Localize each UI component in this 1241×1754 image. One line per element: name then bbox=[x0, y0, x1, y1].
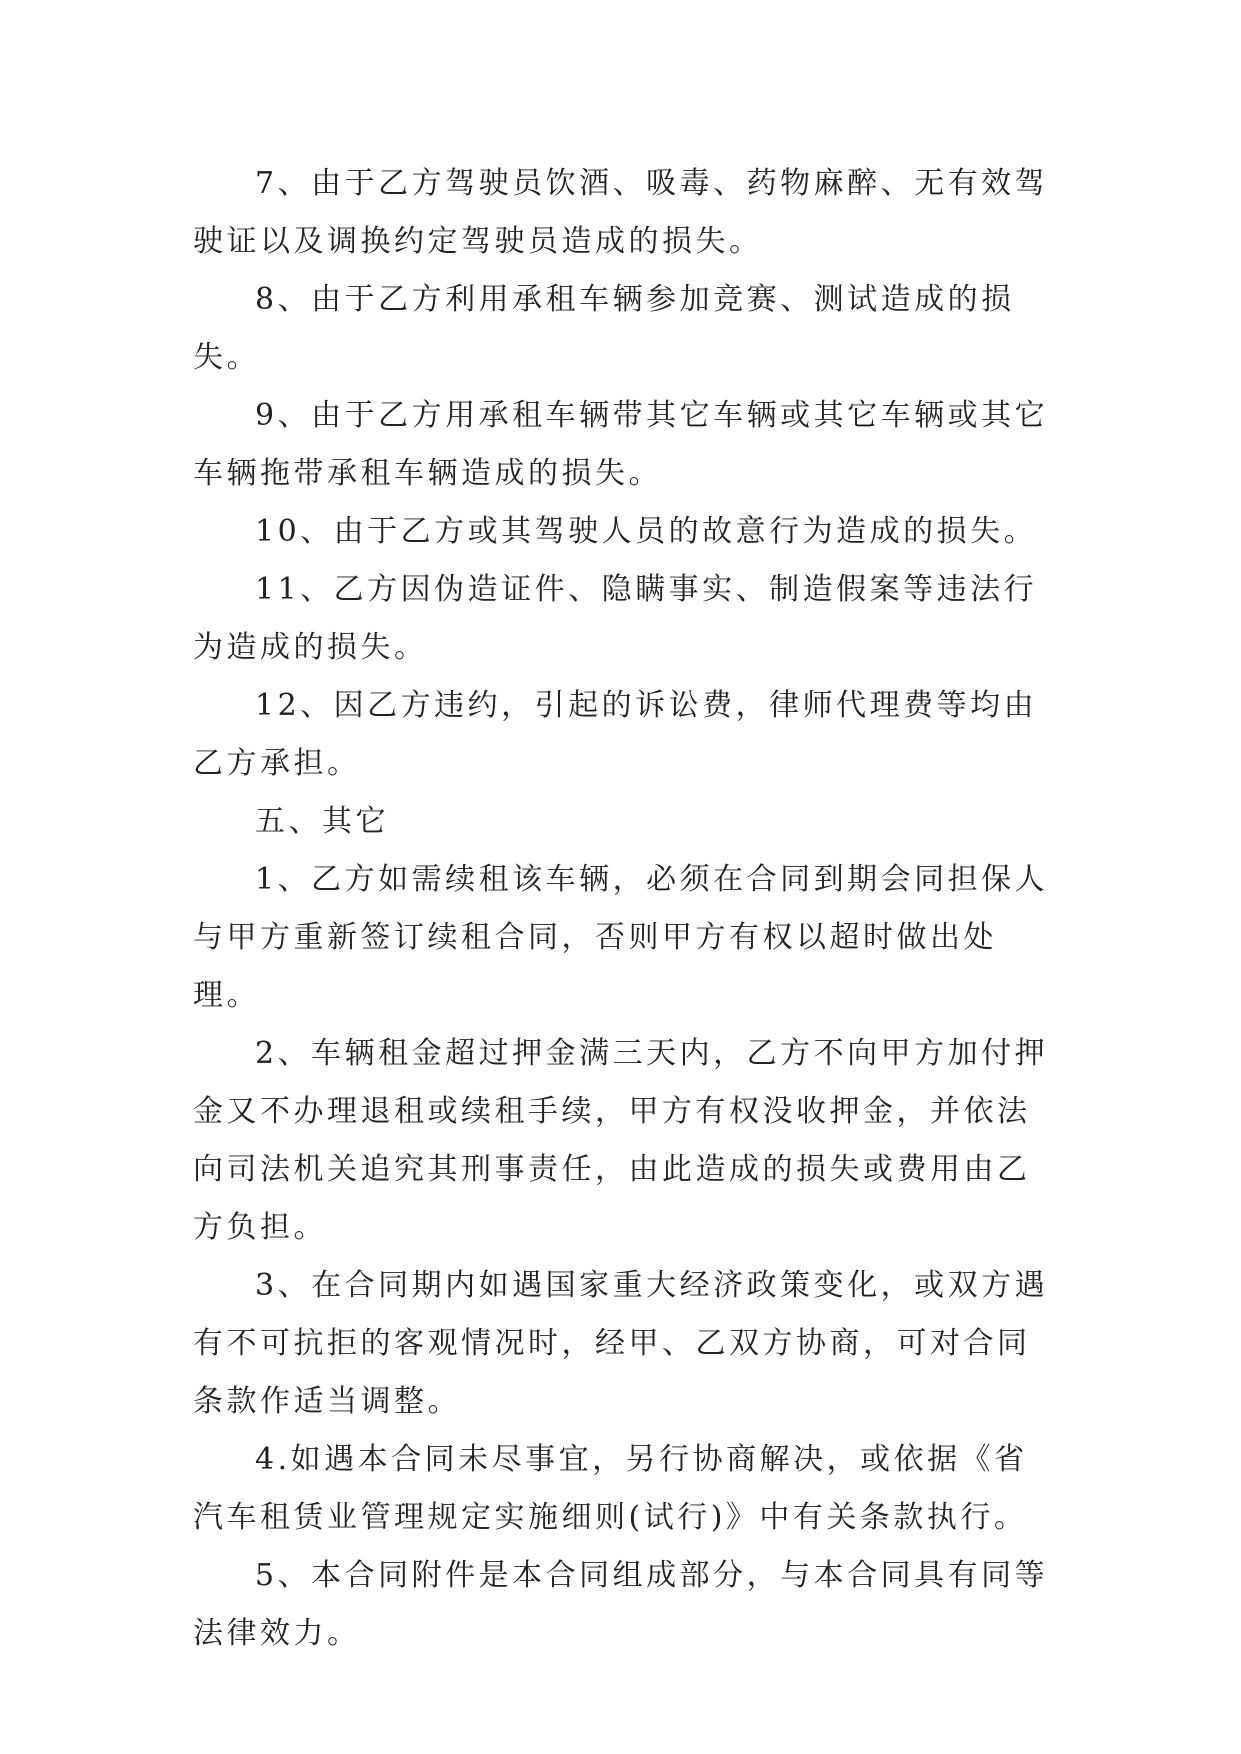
other-clause-3: 3、在合同期内如遇国家重大经济政策变化，或双方遇有不可抗拒的客观情况时，经甲、乙双方协商，可对合同条款作适当调整。 bbox=[193, 1268, 1049, 1419]
other-clause-1: 1、乙方如需续租该车辆，必须在合同到期会同担保人与甲方重新签订续租合同，否则甲方有权以超时做出处理。 bbox=[193, 862, 1049, 1013]
clause-11: 11、乙方因伪造证件、隐瞒事实、制造假案等违法行为造成的损失。 bbox=[193, 572, 1038, 665]
clause-7: 7、由于乙方驾驶员饮酒、吸毒、药物麻醉、无有效驾驶证以及调换约定驾驶员造成的损失。 bbox=[193, 166, 1049, 259]
clause-12: 12、因乙方违约，引起的诉讼费，律师代理费等均由乙方承担。 bbox=[193, 688, 1038, 781]
section-heading-other: 五、其它 bbox=[255, 804, 389, 839]
clause-8: 8、由于乙方利用承租车辆参加竞赛、测试造成的损失。 bbox=[193, 282, 1015, 375]
document-body bbox=[193, 155, 1053, 1663]
other-clause-2: 2、车辆租金超过押金满三天内，乙方不向甲方加付押金又不办理退租或续租手续，甲方有权没收押金，并依法向司法机关追究其刑事责任，由此造成的损失或费用由乙方负担。 bbox=[193, 1036, 1049, 1245]
other-clause-4: 4.如遇本合同未尽事宜，另行协商解决，或依据《省汽车租赁业管理规定实施细则(试行)》中有关条款执行。 bbox=[193, 1442, 1028, 1535]
clause-10: 10、由于乙方或其驾驶人员的故意行为造成的损失。 bbox=[255, 514, 1038, 549]
other-clause-5: 5、本合同附件是本合同组成部分，与本合同具有同等法律效力。 bbox=[193, 1558, 1049, 1651]
clause-9: 9、由于乙方用承租车辆带其它车辆或其它车辆或其它车辆拖带承租车辆造成的损失。 bbox=[193, 398, 1049, 491]
